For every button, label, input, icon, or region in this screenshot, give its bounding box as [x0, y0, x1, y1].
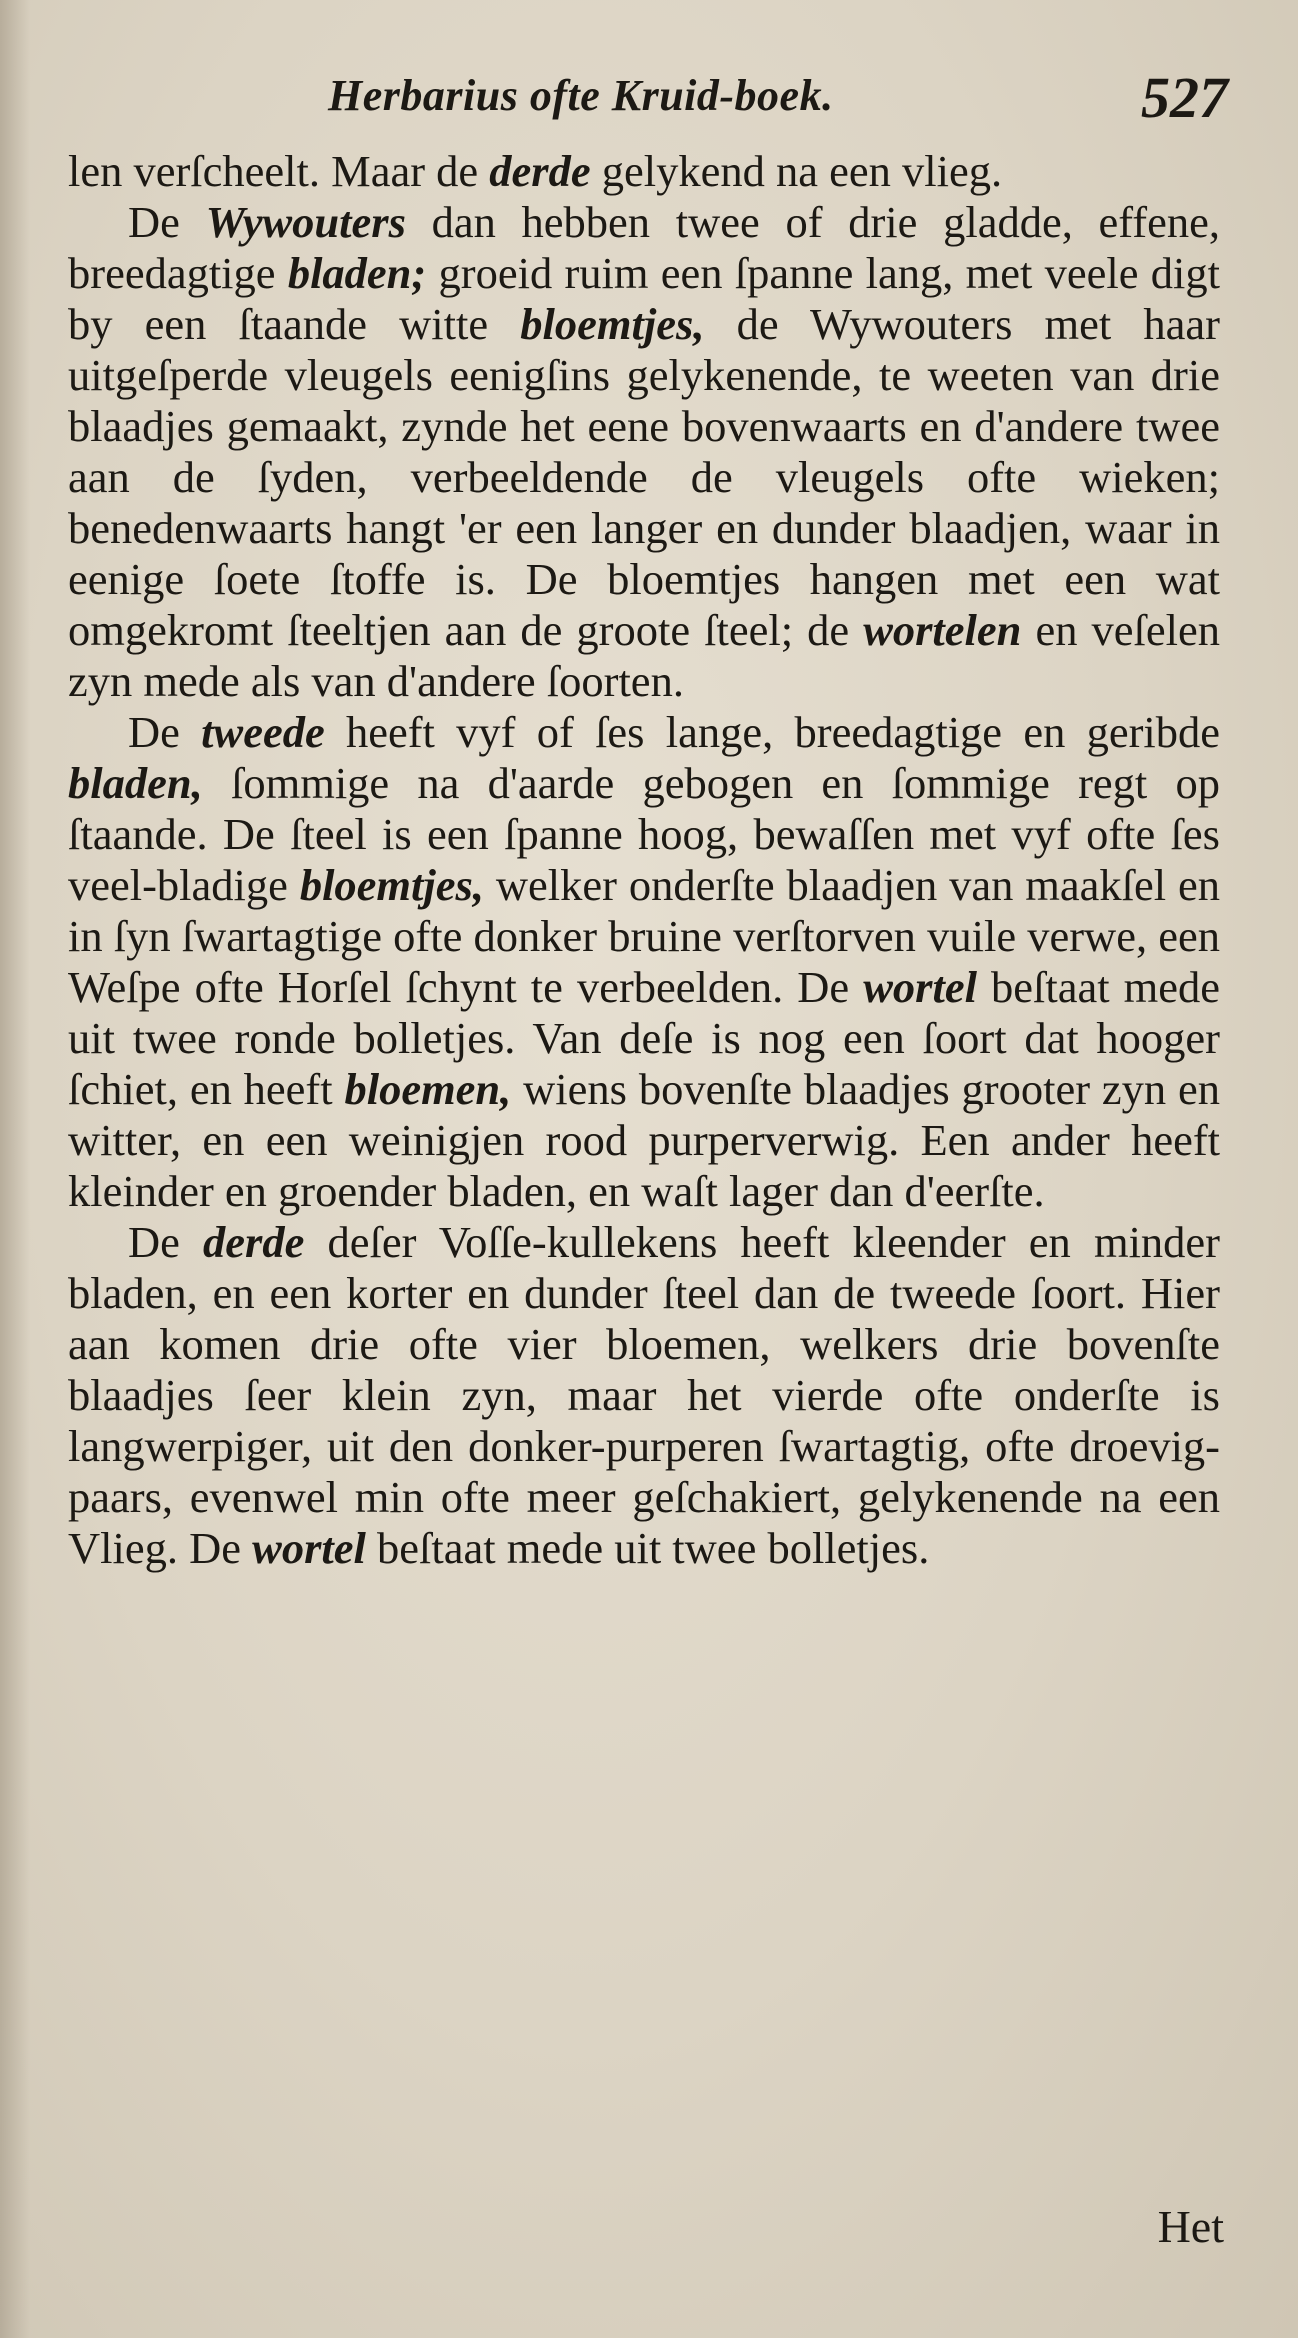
italic-term: derde: [489, 146, 591, 196]
text-run: De: [128, 1217, 204, 1267]
text-run: groeid ruim een ſpanne lang, met veele digt by een ſtaande witte: [68, 248, 1220, 349]
text-run: beſtaat mede uit twee ronde bolletjes. Van deſe is nog een ſoort dat hooger ſchiet, en heeft: [68, 962, 1221, 1114]
paragraph: [68, 197, 1220, 707]
text-run: De: [128, 197, 206, 247]
text-run: ſommige na d'aarde gebogen en ſommige regt op ſtaande. De ſteel is een ſpanne hoog, bewaſſen met vyf ofte ſes veel-bladige: [68, 758, 1220, 910]
text-run: beſtaat mede uit twee bolletjes.: [365, 1523, 930, 1573]
text-run: heeft vyf of ſes lange, breedagtige en geribde: [324, 707, 1221, 757]
text-run: wiens bovenſte blaadjes grooter zyn en witter, en een weinigjen rood purperverwig. Een ander heeft kleinder en groender bladen, en waſt lager dan d'eerſte.: [68, 1064, 1220, 1216]
catchword: Het: [1157, 2201, 1224, 2252]
italic-term: bloemen,: [344, 1064, 512, 1114]
italic-term: wortel: [252, 1523, 366, 1573]
paragraph: [68, 707, 1220, 1217]
text-run: welker onderſte blaadjen van maakſel en in ſyn ſwartagtige ofte donker bruine verſtorven vuile verwe, een Weſpe ofte Horſel ſchynt te verbeelden. De: [68, 860, 1220, 1012]
body-text: [68, 146, 1220, 1574]
text-run: len verſcheelt. Maar de: [68, 146, 490, 196]
italic-term: tweede: [201, 707, 325, 757]
italic-term: derde: [203, 1217, 305, 1267]
gutter-shadow: [0, 0, 30, 2338]
text-run: gelykend na een vlieg.: [590, 146, 1003, 196]
paragraph: [68, 146, 1220, 197]
text-run: deſer Voſſe-kullekens heeft kleender en minder bladen, en een korter en dunder ſteel dan de tweede ſoort. Hier aan komen drie ofte vier bloemen, welkers drie bovenſte blaadjes ſeer klein zyn, maar het vierde ofte onderſte is langwerpiger, uit den donker-purperen ſwartagtig, ofte droevig-paars, evenwel min ofte meer geſchakiert, gelykenende na een Vlieg. De: [68, 1217, 1220, 1573]
page-number: 527: [1141, 65, 1228, 130]
italic-term: wortel: [863, 962, 977, 1012]
italic-term: bladen,: [68, 758, 203, 808]
italic-term: bloemtjes,: [299, 860, 484, 910]
italic-term: bladen;: [287, 248, 427, 298]
italic-term: Wywouters: [205, 197, 406, 247]
text-run: De: [128, 707, 202, 757]
page-header: [68, 65, 1228, 140]
italic-term: bloemtjes,: [520, 299, 705, 349]
paragraph: [68, 1217, 1220, 1574]
text-run: dan hebben twee of drie gladde, effene, breedagtige: [68, 197, 1220, 298]
running-title: Herbarius ofte Kruid-boek.: [328, 71, 834, 120]
text-run: de Wywouters met haar uitgeſperde vleugels eenigſins gelykenende, te weeten van drie blaadjes gemaakt, zynde het eene bovenwaarts en d'andere twee aan de ſyden, verbeeldende de vleugels ofte wieken; benedenwaarts hangt 'er een langer en dunder blaadjen, waar in eenige ſoete ſtoffe is. De bloemtjes hangen met een wat omgekromt ſteeltjen aan de groote ſteel; de: [68, 299, 1220, 655]
italic-term: wortelen: [863, 605, 1022, 655]
text-run: en veſelen zyn mede als van d'andere ſoorten.: [68, 605, 1220, 706]
